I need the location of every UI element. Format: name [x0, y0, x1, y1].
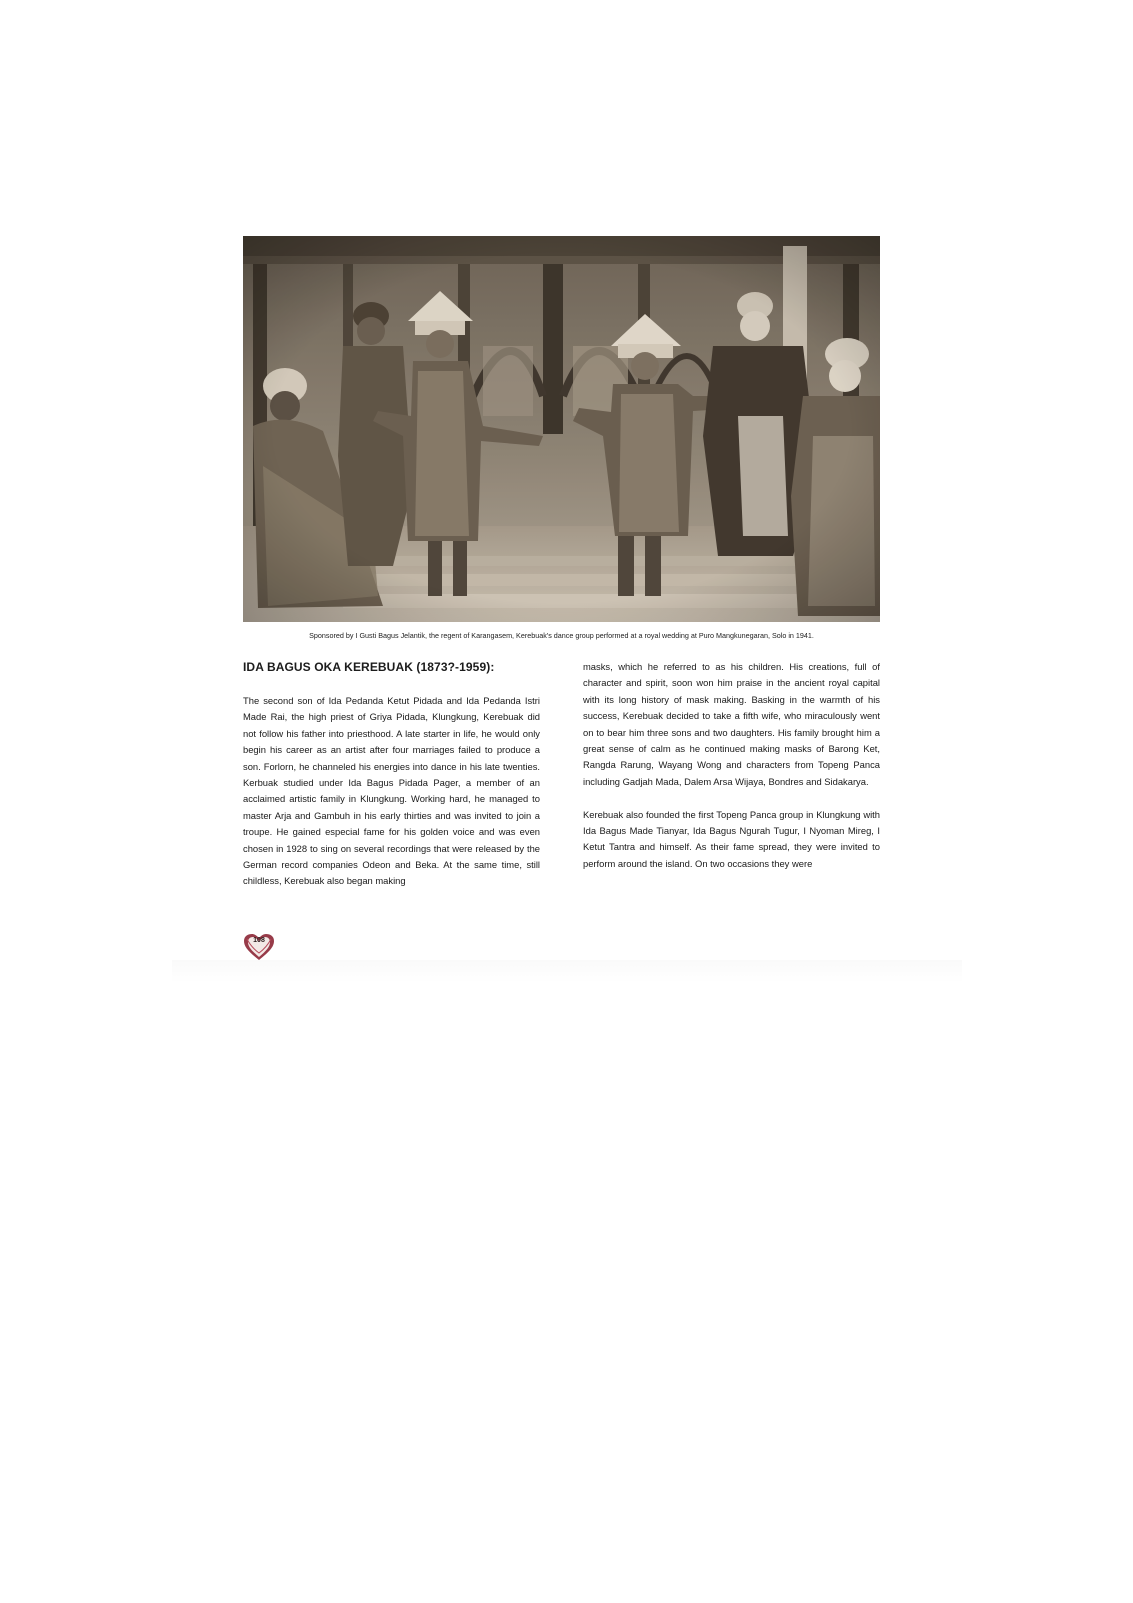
page-edge-shadow	[172, 960, 962, 984]
photo-caption: Sponsored by I Gusti Bagus Jelantik, the regent of Karangasem, Kerebuak's dance group performed at a royal wedding at Puro Mangkunegaran, Solo in 1941.	[309, 631, 814, 640]
page-number: 108	[253, 937, 265, 944]
right-paragraph-2: Kerebuak also founded the first Topeng Panca group in Klungkung with Ida Bagus Made Tianyar, Ida Bagus Ngurah Tugur, I Nyoman Mireg, I Ketut Tantra and himself. As their fame spread, they were invited to perform around the island. On two occasions they were	[583, 808, 880, 869]
left-column	[243, 693, 540, 890]
article-heading: IDA BAGUS OKA KEREBUAK (1873?-1959):	[243, 660, 495, 674]
right-column	[583, 659, 880, 872]
right-paragraph-1: masks, which he referred to as his children. His creations, full of character and spirit, soon won him praise in the ancient royal capital with its long history of mask making. Basking in the warmth of his success, Kerebuak decided to take a fifth wife, who miraculously went on to bear him three sons and two daughters. His family brought him a great sense of calm as he continued making masks of Barong Ket, Rangda Rarung, Wayang Wong and characters from Topeng Panca including Gadjah Mada, Dalem Arsa Wijaya, Bondres and Sidakarya.	[583, 661, 880, 787]
dance-troupe-photo	[243, 236, 880, 622]
left-paragraph: The second son of Ida Pedanda Ketut Pidada and Ida Pedanda Istri Made Rai, the high priest of Griya Pidada, Klungkung, Kerebuak did not follow his father into priesthood. A late starter in life, he would only begin his career as an artist after four marriages failed to produce a son. Forlorn, he channeled his energies into dance in his late twenties. Kerbuak studied under Ida Bagus Pidada Pager, a member of an acclaimed artistic family in Klungkung. Working hard, he managed to master Arja and Gambuh in his early thirties and was invited to join a troupe. He gained especial fame for his golden voice and was even chosen in 1928 to sing on several recordings that were released by the German record companies Odeon and Beka. At the same time, still childless, Kerebuak also began making	[243, 695, 540, 887]
